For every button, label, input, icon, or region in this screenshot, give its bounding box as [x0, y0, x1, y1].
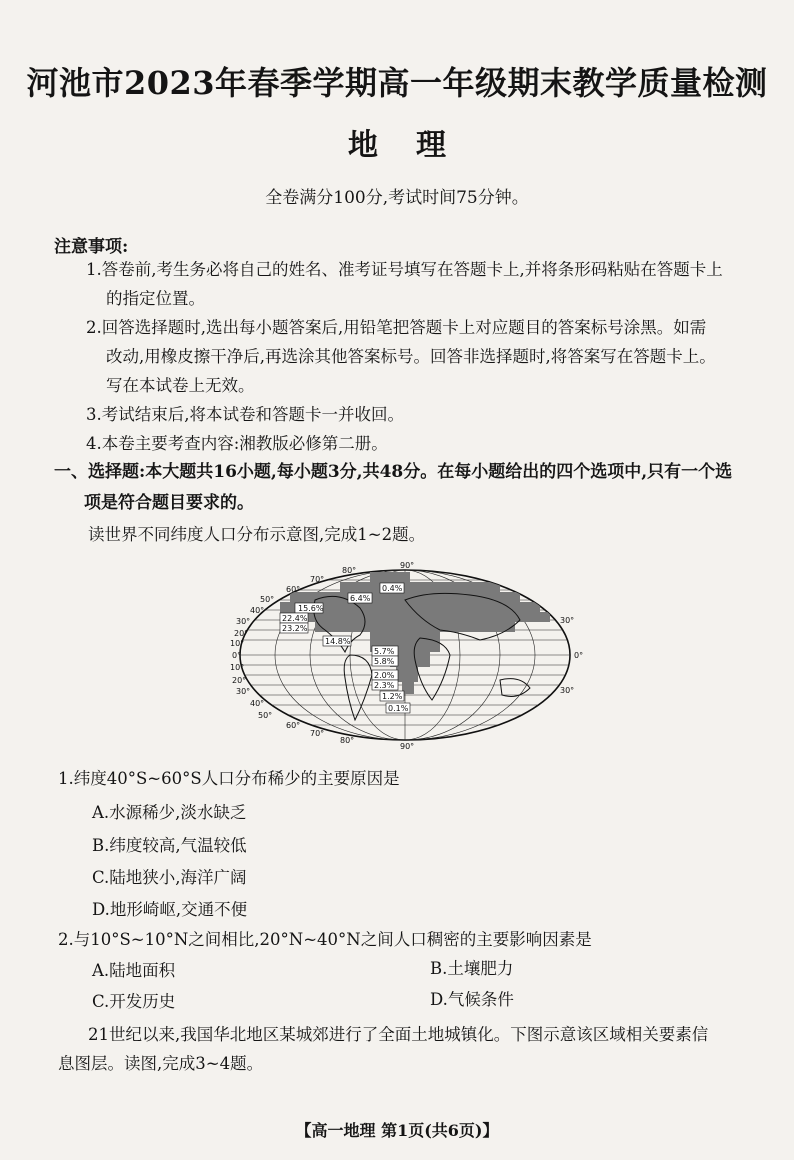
lat-label: 70°: [310, 575, 325, 584]
population-map: [220, 560, 590, 750]
q2-option-b[interactable]: B.土壤肥力: [430, 959, 514, 978]
intro-text-1: 读世界不同纬度人口分布示意图,完成1~2题。: [88, 525, 426, 544]
lat-label: 80°: [342, 566, 357, 575]
intro2-line: 息图层。读图,完成3~4题。: [58, 1054, 264, 1073]
question-2-stem: 2.与10°S~10°N之间相比,20°N~40°N之间人口稠密的主要影响因素是: [58, 930, 592, 949]
lat-label-bottom: 90°: [400, 742, 415, 750]
note-line: 改动,用橡皮擦干净后,再选涂其他答案标号。回答非选择题时,将答案写在答题卡上。: [106, 347, 716, 366]
intro2-line: 21世纪以来,我国华北地区某城郊进行了全面土地城镇化。下图示意该区域相关要素信: [88, 1025, 709, 1044]
population-map-svg: [220, 560, 590, 750]
lat-label: 0°: [574, 651, 584, 660]
note-line: 2.回答选择题时,选出每小题答案后,用铅笔把答题卡上对应题目的答案标号涂黑。如需: [86, 318, 707, 337]
lat-label: 30°: [560, 616, 575, 625]
lat-label: 40°: [250, 699, 265, 708]
q1-option-a[interactable]: A.水源稀少,淡水缺乏: [92, 803, 247, 822]
pct-label: 23.2%: [282, 624, 308, 633]
q2-option-a[interactable]: A.陆地面积: [92, 961, 176, 980]
pct-label: 22.4%: [282, 614, 308, 623]
lat-label: 30°: [560, 686, 575, 695]
q1-option-c[interactable]: C.陆地狭小,海洋广阔: [92, 868, 247, 887]
lat-label: 20°: [232, 676, 247, 685]
note-line: 的指定位置。: [106, 289, 205, 308]
lat-label: 50°: [260, 595, 275, 604]
pct-label: 5.7%: [374, 647, 395, 656]
note-item: [86, 429, 756, 458]
pct-label: 15.6%: [298, 604, 324, 613]
pct-label: 14.8%: [325, 637, 351, 646]
pct-label: 0.1%: [388, 704, 409, 713]
q1-option-b[interactable]: B.纬度较高,气温较低: [92, 836, 247, 855]
section-line: 一、选择题:本大题共16小题,每小题3分,共48分。在每小题给出的四个选项中,只有一个选: [54, 462, 733, 482]
lat-label: 10°: [230, 663, 245, 672]
note-line: 写在本试卷上无效。: [106, 376, 255, 395]
lat-label: 60°: [286, 585, 301, 594]
lat-label: 80°: [340, 736, 355, 745]
section-line: 项是符合题目要求的。: [84, 493, 254, 513]
note-line: 3.考试结束后,将本试卷和答题卡一并收回。: [86, 405, 404, 424]
lat-label: 20°: [234, 629, 249, 638]
page-footer: 【高一地理 第1页(共6页)】: [295, 1121, 499, 1140]
lat-label: 70°: [310, 729, 325, 738]
lat-label: 0°: [232, 651, 242, 660]
lat-label: 60°: [286, 721, 301, 730]
pct-label: 0.4%: [382, 584, 403, 593]
lat-label: 30°: [236, 617, 251, 626]
pct-label: 6.4%: [350, 594, 371, 603]
globe-grid: [220, 560, 590, 750]
lat-label: 40°: [250, 606, 265, 615]
notes-heading: 注意事项:: [54, 237, 129, 257]
pct-label: 5.8%: [374, 657, 395, 666]
subject-title: 地理: [348, 128, 484, 163]
lat-label: 10°: [230, 639, 245, 648]
pct-label: 1.2%: [382, 692, 403, 701]
q1-option-d[interactable]: D.地形崎岖,交通不便: [92, 900, 248, 919]
exam-meta: 全卷满分100分,考试时间75分钟。: [265, 188, 529, 208]
lat-label-top: 90°: [400, 561, 415, 570]
section-heading: [54, 457, 754, 519]
lat-label: 30°: [236, 687, 251, 696]
notes-list: [86, 255, 756, 458]
lat-label: 50°: [258, 711, 273, 720]
pct-label: 2.0%: [374, 671, 395, 680]
intro-text-2: [58, 1020, 758, 1078]
note-line: 1.答卷前,考生务必将自己的姓名、准考证号填写在答题卡上,并将条形码粘贴在答题卡上: [86, 260, 723, 279]
note-item: [86, 400, 756, 429]
exam-title: 河池市2023年春季学期高一年级期末教学质量检测: [26, 64, 768, 102]
note-item: [86, 313, 756, 400]
pct-label: 2.3%: [374, 681, 395, 690]
note-item: [86, 255, 756, 313]
question-1-stem: 1.纬度40°S~60°S人口分布稀少的主要原因是: [58, 769, 400, 788]
q2-option-d[interactable]: D.气候条件: [430, 990, 514, 1009]
note-line: 4.本卷主要考查内容:湘教版必修第二册。: [86, 434, 388, 453]
q2-option-c[interactable]: C.开发历史: [92, 992, 176, 1011]
